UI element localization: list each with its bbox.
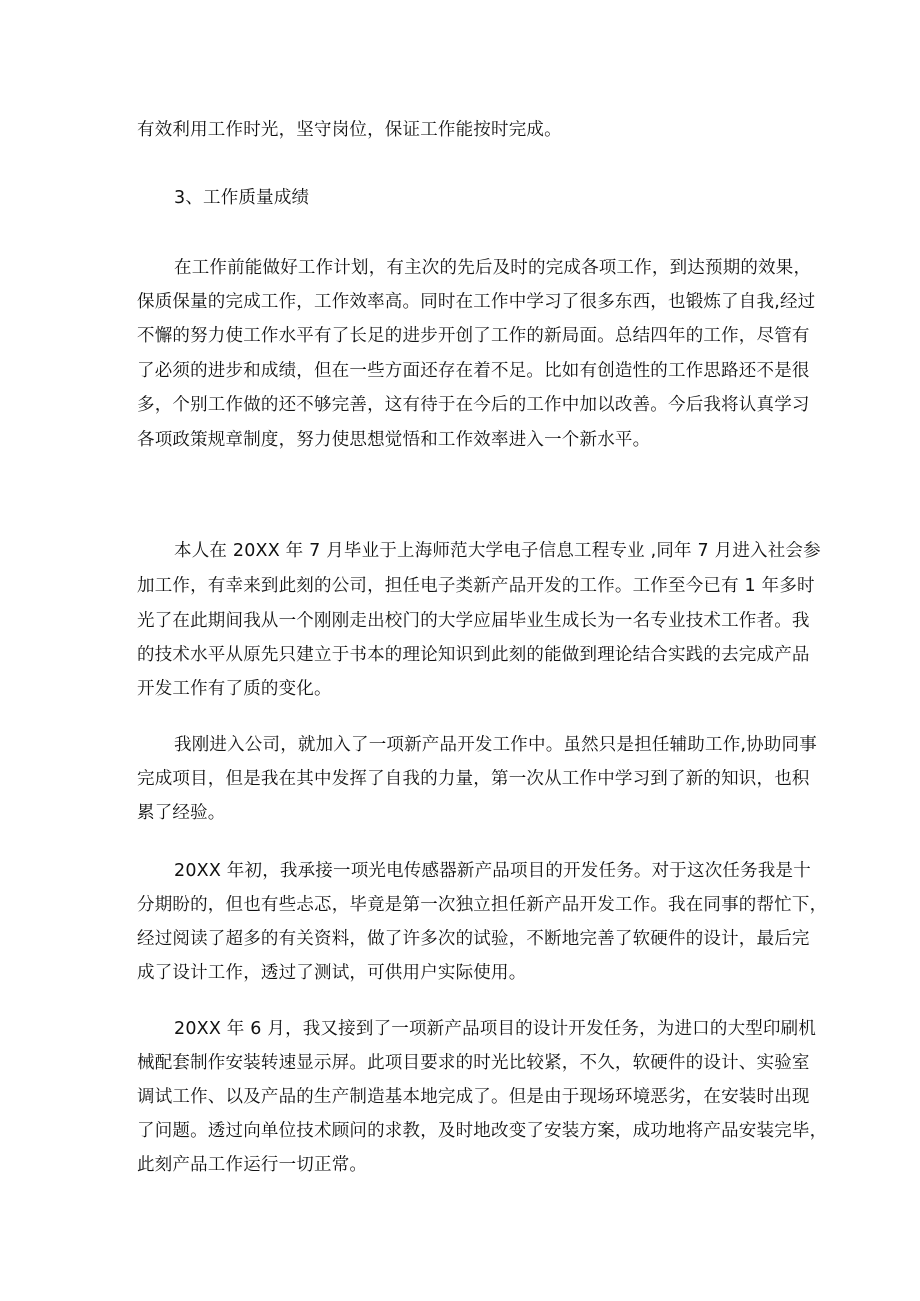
text-line: 不懈的努力使工作水平有了长足的进步开创了工作的新局面。总结四年的工作，尽管有 xyxy=(137,326,810,346)
text-line: 经过阅读了超多的有关资料，做了许多次的试验，不断地完善了软硬件的设计，最后完 xyxy=(137,929,810,949)
text-line: 了必须的进步和成绩，但在一些方面还存在着不足。比如有创造性的工作思路还不是很 xyxy=(137,361,810,381)
text-line: 此刻产品工作运行一切正常。 xyxy=(137,1155,368,1175)
text-line: 光了在此期间我从一个刚刚走出校门的大学应届毕业生成长为一名专业技术工作者。我 xyxy=(137,611,810,631)
text-line: 保质保量的完成工作，工作效率高。同时在工作中学习了很多东西，也锻炼了自我,经过 xyxy=(137,292,816,312)
text-line: 完成项目，但是我在其中发挥了自我的力量，第一次从工作中学习到了新的知识，也积 xyxy=(137,769,810,789)
section-heading: 3、工作质量成绩 xyxy=(174,188,310,208)
text-line: 20XX 年初，我承接一项光电传感器新产品项目的开发任务。对于这次任务我是十 xyxy=(174,861,811,881)
text-line: 各项政策规章制度，努力使思想觉悟和工作效率进入一个新水平。 xyxy=(137,430,651,450)
text-line: 了问题。透过向单位技术顾问的求教，及时地改变了安装方案，成功地将产品安装完毕， xyxy=(137,1121,828,1141)
text-line: 的技术水平从原先只建立于书本的理论知识到此刻的能做到理论结合实践的去完成产品 xyxy=(137,645,810,665)
text-line: 开发工作有了质的变化。 xyxy=(137,679,332,699)
text-line: 械配套制作安装转速显示屏。此项目要求的时光比较紧，不久，软硬件的设计、实验室 xyxy=(137,1053,810,1073)
text-line: 调试工作、以及产品的生产制造基本地完成了。但是由于现场环境恶劣，在安装时出现 xyxy=(137,1087,810,1107)
text-line: 多，个别工作做的还不够完善，这有待于在今后的工作中加以改善。今后我将认真学习 xyxy=(137,395,810,415)
text-line: 在工作前能做好工作计划，有主次的先后及时的完成各项工作，到达预期的效果， xyxy=(174,258,812,278)
text-line: 20XX 年 6 月，我又接到了一项新产品项目的设计开发任务，为进口的大型印刷机 xyxy=(174,1019,817,1039)
text-line: 累了经验。 xyxy=(137,803,226,823)
text-line: 分期盼的，但也有些忐忑，毕竟是第一次独立担任新产品开发工作。我在同事的帮忙下， xyxy=(137,895,828,915)
text-line: 加工作，有幸来到此刻的公司，担任电子类新产品开发的工作。工作至今已有 1 年多时 xyxy=(137,576,815,596)
text-line: 有效利用工作时光，坚守岗位，保证工作能按时完成。 xyxy=(137,120,562,140)
text-line: 我刚进入公司，就加入了一项新产品开发工作中。虽然只是担任辅助工作,协助同事 xyxy=(174,735,817,755)
text-line: 本人在 20XX 年 7 月毕业于上海师范大学电子信息工程专业 ,同年 7 月进入社会参 xyxy=(174,541,821,561)
text-line: 成了设计工作，透过了测试，可供用户实际使用。 xyxy=(137,963,527,983)
